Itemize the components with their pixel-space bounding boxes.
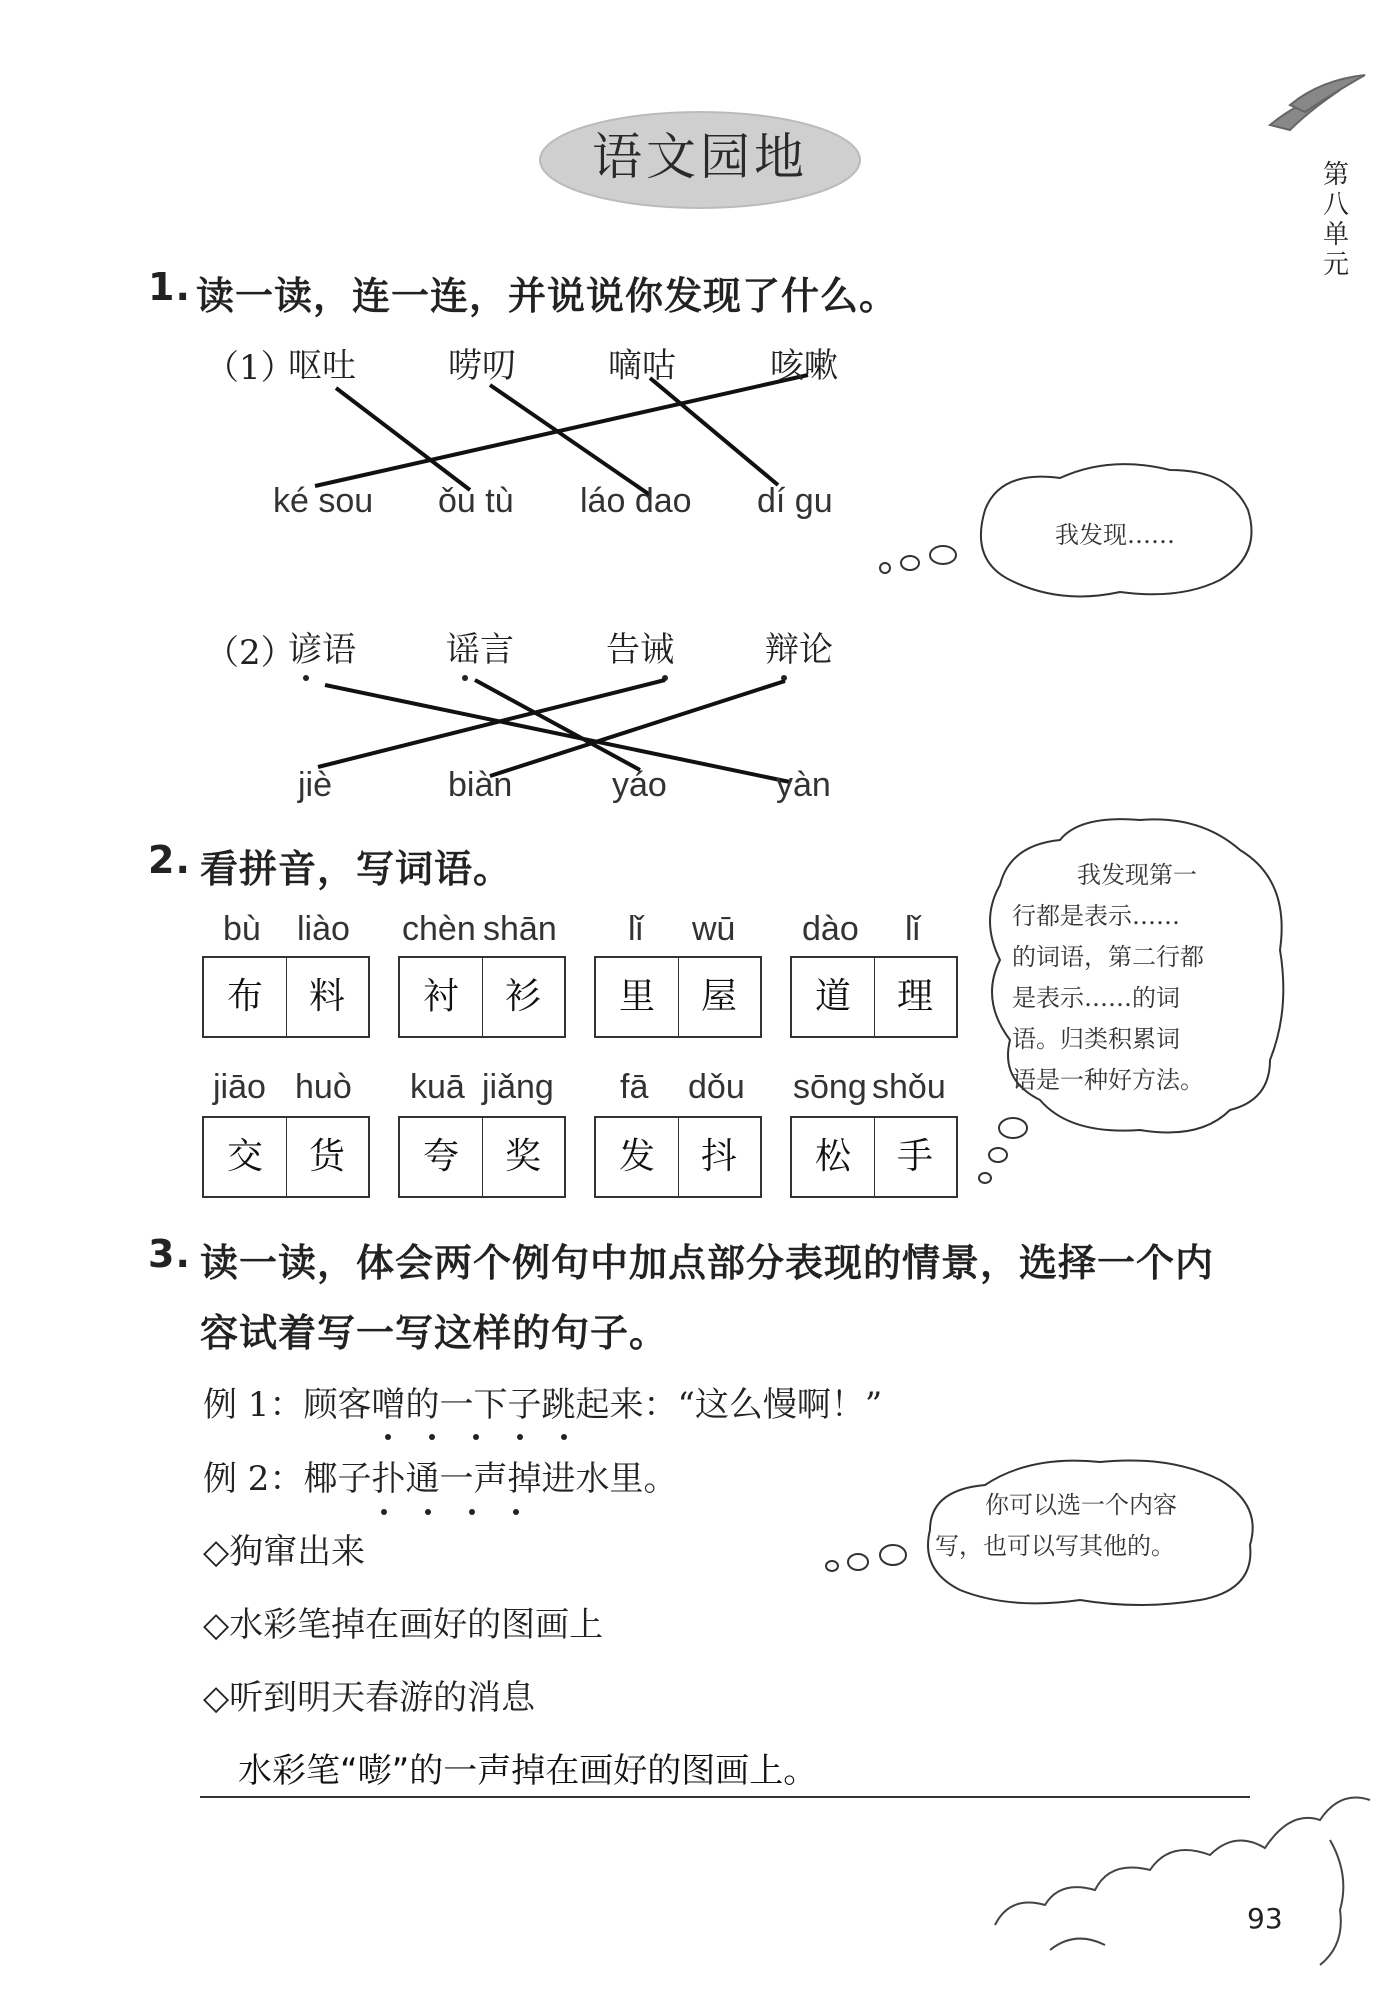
q1-part1-word: 嘀咕 (608, 346, 676, 386)
answer-char: 发 (618, 1136, 655, 1177)
answer-char: 理 (896, 976, 933, 1017)
q2-pinyin: wū (692, 910, 736, 948)
answer-char: 衬 (422, 976, 459, 1017)
q2-pinyin: liào (297, 910, 350, 948)
q3-prompt-line2: 容试着写一写这样的句子。 (200, 1311, 669, 1355)
q3-option: ◇水彩笔掉在画好的图画上 (203, 1605, 604, 1645)
q2-answer-box[interactable] (398, 956, 566, 1038)
q2-number: 2. (148, 838, 191, 882)
q1-part1-label: （1） (205, 348, 295, 388)
bubble2-line: 语。归类积累词 (1012, 1025, 1180, 1053)
answer-char: 货 (308, 1136, 345, 1177)
unit-side-label: 第八单元 (1322, 160, 1349, 280)
q2-pinyin: shān (483, 910, 557, 948)
q2-prompt: 看拼音，写词语。 (200, 847, 513, 891)
match-lines-2 (318, 680, 790, 782)
q1-part1-pinyin: dí gu (757, 482, 833, 520)
bubble2-line: 的词语，第二行都 (1012, 943, 1204, 971)
q1-part2-pinyin: jiè (298, 766, 333, 804)
answer-char: 松 (814, 1136, 851, 1177)
q1-part1-word: 唠叨 (448, 346, 516, 386)
answer-char: 料 (308, 976, 345, 1017)
answer-char: 交 (226, 1136, 263, 1177)
birds-icon (1270, 75, 1365, 130)
q1-number: 1. (148, 265, 191, 309)
q2-pinyin: dǒu (688, 1068, 745, 1106)
answer-char: 手 (896, 1136, 933, 1177)
q3-option: ◇听到明天春游的消息 (203, 1678, 536, 1718)
q2-pinyin: sōng (793, 1068, 867, 1106)
q3-prompt-line1: 读一读，体会两个例句中加点部分表现的情景，选择一个内 (200, 1241, 1215, 1285)
q2-answer-box[interactable] (594, 956, 762, 1038)
bubble2-line: 语是一种好方法。 (1012, 1066, 1204, 1094)
q2-pinyin: lǐ (628, 910, 644, 948)
q2-pinyin: lǐ (905, 910, 921, 948)
answer-char: 衫 (504, 976, 541, 1017)
q1-part1-pinyin: ǒu tù (438, 482, 514, 520)
bubble3-line: 写，也可以写其他的。 (935, 1532, 1175, 1560)
q2-answer-box[interactable] (790, 1116, 958, 1198)
q3-example2: 例 2：椰子扑通一声掉进水里。 (203, 1459, 678, 1499)
page-title-text: 语文园地 (592, 128, 808, 186)
answer-char: 道 (814, 976, 851, 1017)
q2-pinyin: chèn (402, 910, 476, 948)
page-number: 93 (1247, 1902, 1283, 1935)
bubble2-line: 是表示……的词 (1012, 984, 1180, 1012)
q2-answer-box[interactable] (398, 1116, 566, 1198)
q2-pinyin: jiǎng (482, 1068, 554, 1106)
q2-pinyin: shǒu (872, 1068, 946, 1106)
q3-example1: 例 1：顾客噌的一下子跳起来：“这么慢啊！” (203, 1385, 883, 1425)
q1-part2-pinyin: yáo (612, 766, 667, 804)
q2-pinyin: bù (223, 910, 261, 948)
match-lines-1 (315, 375, 808, 495)
bubble3-text (935, 1485, 1245, 1567)
answer-char: 夸 (422, 1136, 459, 1177)
answer-char: 屋 (700, 976, 737, 1017)
q1-part1-pinyin: ké sou (273, 482, 374, 520)
q1-part1-word: 呕吐 (288, 346, 356, 386)
q1-part2-pinyin: biàn (448, 766, 513, 804)
emphasis-dots-2 (303, 675, 787, 681)
q1-part2-label: （2） (205, 633, 295, 673)
q1-part2-word: 告诫 (606, 630, 674, 670)
q3-option: ◇狗窜出来 (203, 1532, 366, 1572)
answer-char: 里 (618, 976, 655, 1017)
q2-pinyin: fā (620, 1068, 649, 1106)
q1-part1-word: 咳嗽 (770, 346, 838, 386)
q3-answer-text[interactable]: 水彩笔“嘭”的一声掉在画好的图画上。 (238, 1751, 818, 1791)
answer-char: 抖 (700, 1136, 737, 1177)
cloud-decoration-icon (995, 1798, 1370, 1966)
q2-pinyin: jiāo (213, 1068, 266, 1106)
q2-answer-box[interactable] (594, 1116, 762, 1198)
answer-char: 奖 (504, 1136, 541, 1177)
q1-part2-pinyin: yàn (776, 766, 831, 804)
q2-answer-box[interactable] (790, 956, 958, 1038)
bubble2-line: 行都是表示…… (1012, 902, 1180, 930)
bubble3-line: 你可以选一个内容 (985, 1491, 1177, 1519)
q3-number: 3. (148, 1232, 191, 1276)
bubble1-text: 我发现…… (1055, 521, 1175, 549)
q2-answer-box[interactable] (202, 1116, 370, 1198)
bubble2-line: 我发现第一 (1077, 861, 1197, 889)
q2-pinyin: huò (295, 1068, 352, 1106)
q1-part2-word: 谚语 (288, 630, 356, 670)
q1-prompt: 读一读，连一连，并说说你发现了什么。 (196, 274, 899, 318)
q2-answer-box[interactable] (202, 956, 370, 1038)
page-title (540, 110, 860, 205)
bubble2-text (1012, 855, 1282, 1101)
q1-part2-word: 辩论 (765, 630, 833, 670)
q1-part1-pinyin: láo dao (580, 482, 692, 520)
q2-pinyin: kuā (410, 1068, 465, 1106)
q2-pinyin: dào (802, 910, 859, 948)
q1-part2-word: 谣言 (446, 630, 514, 670)
answer-char: 布 (226, 976, 263, 1017)
